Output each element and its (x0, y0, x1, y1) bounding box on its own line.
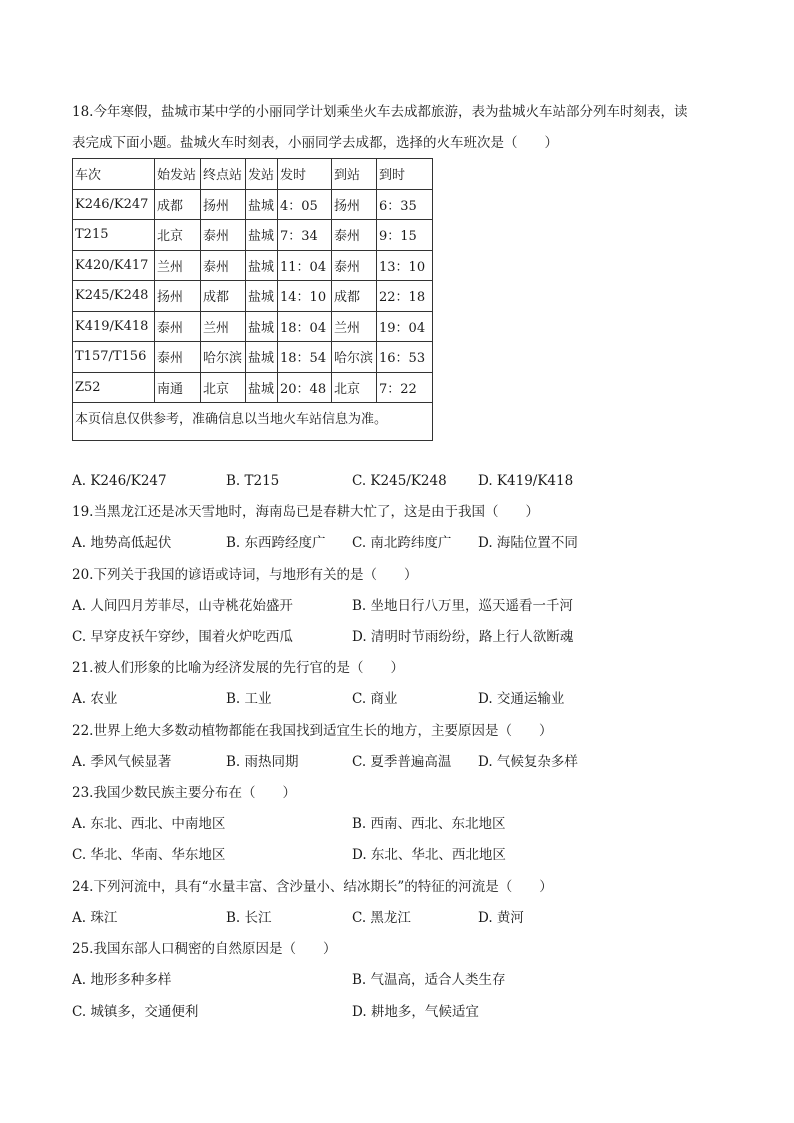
q24-option-d[interactable]: D. 黄河 (478, 910, 524, 926)
q19-option-a[interactable]: A. 地势高低起伏 (72, 535, 172, 551)
table-cell: 7：34 (278, 220, 332, 251)
table-row (73, 250, 433, 281)
table-cell: 盐城 (246, 189, 278, 220)
q20-option-b[interactable]: B. 坐地日行八万里，巡天遥看一千河 (352, 598, 574, 614)
q25-option-b[interactable]: B. 气温高，适合人类生存 (352, 972, 506, 988)
table-cell: 兰州 (201, 311, 246, 342)
q25-option-d[interactable]: D. 耕地多，气候适宜 (352, 1004, 479, 1020)
table-cell: 11：04 (278, 250, 332, 281)
table-cell: 22：18 (377, 281, 433, 312)
table-cell: 20：48 (278, 372, 332, 403)
q21-option-d[interactable]: D. 交通运输业 (478, 691, 565, 707)
question-22-text: 22.世界上绝大多数动植物都能在我国找到适宜生长的地方，主要原因是（ ） (72, 723, 553, 739)
table-cell: Z52 (73, 372, 155, 403)
table-cell: 盐城 (246, 342, 278, 373)
q23-option-c[interactable]: C. 华北、华南、华东地区 (72, 847, 226, 863)
table-cell: 盐城 (246, 372, 278, 403)
q19-option-d[interactable]: D. 海陆位置不同 (478, 535, 578, 551)
q19-option-b[interactable]: B. 东西跨经度广 (226, 535, 326, 551)
table-cell: 盐城 (246, 311, 278, 342)
q18-option-b[interactable]: B. T215 (226, 473, 280, 489)
table-cell: 成都 (201, 281, 246, 312)
q18-option-d[interactable]: D. K419/K418 (478, 473, 574, 489)
table-cell: 盐城 (246, 250, 278, 281)
question-19-text: 19.当黑龙江还是冰天雪地时，海南岛已是春耕大忙了，这是由于我国（ ） (72, 504, 539, 520)
table-cell: 成都 (332, 281, 377, 312)
table-cell: 9：15 (377, 220, 433, 251)
table-row (73, 372, 433, 403)
table-cell: K245/K248 (73, 281, 155, 312)
table-cell: 盐城 (246, 281, 278, 312)
table-cell: K419/K418 (73, 311, 155, 342)
header-terminus: 终点站 (201, 159, 246, 190)
header-departure-station: 发站 (246, 159, 278, 190)
table-cell: 扬州 (332, 189, 377, 220)
q24-option-b[interactable]: B. 长江 (226, 910, 272, 926)
question-23-text: 23.我国少数民族主要分布在（ ） (72, 785, 296, 801)
header-departure-time: 发时 (278, 159, 332, 190)
table-cell: 泰州 (155, 342, 201, 373)
q20-option-c[interactable]: C. 早穿皮袄午穿纱，围着火炉吃西瓜 (72, 629, 293, 645)
table-cell: 泰州 (332, 220, 377, 251)
q19-option-c[interactable]: C. 南北跨纬度广 (352, 535, 452, 551)
question-18-text-line1: 18.今年寒假，盐城市某中学的小丽同学计划乘坐火车去成都旅游，表为盐城火车站部分列车时刻表，读 (72, 104, 688, 120)
table-cell: 16：53 (377, 342, 433, 373)
table-row (73, 189, 433, 220)
q23-option-d[interactable]: D. 东北、华北、西北地区 (352, 847, 506, 863)
table-row (73, 281, 433, 312)
table-cell: 6：35 (377, 189, 433, 220)
train-timetable (72, 158, 433, 441)
table-cell: 扬州 (201, 189, 246, 220)
table-cell: 哈尔滨 (201, 342, 246, 373)
table-cell: 北京 (155, 220, 201, 251)
table-cell: T157/T156 (73, 342, 155, 373)
table-note-row (73, 403, 433, 441)
table-cell: 4：05 (278, 189, 332, 220)
q24-option-c[interactable]: C. 黑龙江 (352, 910, 411, 926)
question-21-text: 21.被人们形象的比喻为经济发展的先行官的是（ ） (72, 660, 404, 676)
table-cell: 兰州 (155, 250, 201, 281)
header-arrival-station: 到站 (332, 159, 377, 190)
q21-option-c[interactable]: C. 商业 (352, 691, 398, 707)
q22-option-c[interactable]: C. 夏季普遍高温 (352, 754, 452, 770)
question-20-text: 20.下列关于我国的谚语或诗词，与地形有关的是（ ） (72, 567, 418, 583)
table-row (73, 311, 433, 342)
q22-option-b[interactable]: B. 雨热同期 (226, 754, 299, 770)
table-cell: 泰州 (201, 220, 246, 251)
header-arrival-time: 到时 (377, 159, 433, 190)
q23-option-b[interactable]: B. 西南、西北、东北地区 (352, 816, 506, 832)
table-cell: 北京 (201, 372, 246, 403)
q21-option-b[interactable]: B. 工业 (226, 691, 272, 707)
header-origin: 始发站 (155, 159, 201, 190)
table-cell: 7：22 (377, 372, 433, 403)
table-cell: 18：54 (278, 342, 332, 373)
table-cell: 南通 (155, 372, 201, 403)
q18-option-a[interactable]: A. K246/K247 (72, 473, 167, 489)
table-cell: 兰州 (332, 311, 377, 342)
q18-option-c[interactable]: C. K245/K248 (352, 473, 447, 489)
table-header-row (73, 159, 433, 190)
question-18-text-line2: 表完成下面小题。盐城火车时刻表，小丽同学去成都，选择的火车班次是（ ） (72, 135, 558, 151)
table-cell: 扬州 (155, 281, 201, 312)
q24-option-a[interactable]: A. 珠江 (72, 910, 118, 926)
table-cell: 成都 (155, 189, 201, 220)
table-cell: 18：04 (278, 311, 332, 342)
q20-option-d[interactable]: D. 清明时节雨纷纷，路上行人欲断魂 (352, 629, 574, 645)
question-25-text: 25.我国东部人口稠密的自然原因是（ ） (72, 941, 337, 957)
table-cell: 泰州 (201, 250, 246, 281)
q21-option-a[interactable]: A. 农业 (72, 691, 118, 707)
header-train-no: 车次 (73, 159, 155, 190)
table-note: 本页信息仅供参考，准确信息以当地火车站信息为准。 (73, 403, 433, 441)
table-cell: 泰州 (332, 250, 377, 281)
table-cell: 哈尔滨 (332, 342, 377, 373)
table-cell: K246/K247 (73, 189, 155, 220)
table-cell: T215 (73, 220, 155, 251)
table-cell: K420/K417 (73, 250, 155, 281)
table-cell: 盐城 (246, 220, 278, 251)
table-cell: 14：10 (278, 281, 332, 312)
table-cell: 北京 (332, 372, 377, 403)
table-row (73, 342, 433, 373)
q23-option-a[interactable]: A. 东北、西北、中南地区 (72, 816, 226, 832)
table-cell: 13：10 (377, 250, 433, 281)
question-24-text: 24.下列河流中，具有“水量丰富、含沙量小、结冰期长”的特征的河流是（ ） (72, 879, 553, 895)
table-cell: 19：04 (377, 311, 433, 342)
q22-option-d[interactable]: D. 气候复杂多样 (478, 754, 578, 770)
q25-option-c[interactable]: C. 城镇多，交通便利 (72, 1004, 199, 1020)
q22-option-a[interactable]: A. 季风气候显著 (72, 754, 172, 770)
table-row (73, 220, 433, 251)
q20-option-a[interactable]: A. 人间四月芳菲尽，山寺桃花始盛开 (72, 598, 293, 614)
table-cell: 泰州 (155, 311, 201, 342)
q25-option-a[interactable]: A. 地形多种多样 (72, 972, 172, 988)
